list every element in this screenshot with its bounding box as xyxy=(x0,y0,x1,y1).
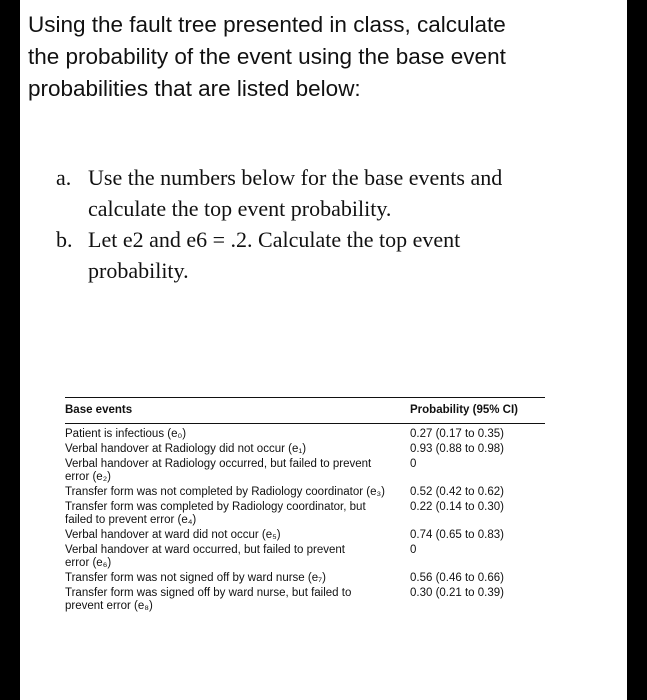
question-line: Using the fault tree presented in class, calculate xyxy=(28,12,506,37)
table-row xyxy=(65,443,545,456)
base-event-cell xyxy=(65,529,410,542)
task-list xyxy=(56,162,616,286)
probability-cell: 0.30 (0.21 to 0.39) xyxy=(410,587,504,599)
task-item-a xyxy=(56,162,616,224)
base-event-cell xyxy=(65,501,410,527)
base-event-text: error (e₂) xyxy=(65,471,111,483)
base-event-text: Patient is infectious (e₀) xyxy=(65,428,187,440)
base-event-cell xyxy=(65,443,410,456)
base-event-cell xyxy=(65,486,410,499)
base-event-text: Verbal handover at Radiology occurred, but failed to prevent xyxy=(65,458,372,470)
task-line: calculate the top event probability. xyxy=(88,196,392,221)
probability-cell: 0 xyxy=(410,458,417,470)
table-row xyxy=(65,501,545,527)
base-event-text: Verbal handover at Radiology did not occur (e₁) xyxy=(65,443,307,455)
base-event-text: Transfer form was not completed by Radiology coordinator (e₃) xyxy=(65,486,386,498)
probability-cell: 0.52 (0.42 to 0.62) xyxy=(410,486,504,498)
header-base-events: Base events xyxy=(65,404,133,416)
base-event-cell xyxy=(65,458,410,484)
probability-cell: 0.74 (0.65 to 0.83) xyxy=(410,529,504,541)
header-probability: Probability (95% CI) xyxy=(410,404,518,416)
base-event-text: prevent error (e₈) xyxy=(65,600,153,612)
base-event-text: Verbal handover at ward did not occur (e₅) xyxy=(65,529,281,541)
probability-cell: 0.56 (0.46 to 0.66) xyxy=(410,572,504,584)
probability-cell: 0.22 (0.14 to 0.30) xyxy=(410,501,504,513)
base-event-text: failed to prevent error (e₄) xyxy=(65,514,197,526)
table-row xyxy=(65,428,545,441)
task-marker: b. xyxy=(56,227,73,252)
task-marker: a. xyxy=(56,165,72,190)
base-event-cell xyxy=(65,572,410,585)
table-row xyxy=(65,529,545,542)
probability-cell: 0.27 (0.17 to 0.35) xyxy=(410,428,504,440)
probability-cell: 0.93 (0.88 to 0.98) xyxy=(410,443,504,455)
probability-cell: 0 xyxy=(410,544,417,556)
base-event-text: Verbal handover at ward occurred, but failed to prevent xyxy=(65,544,346,556)
task-line: Let e2 and e6 = .2. Calculate the top event xyxy=(88,227,461,252)
table-row xyxy=(65,572,545,585)
base-event-text: Transfer form was signed off by ward nurse, but failed to xyxy=(65,587,352,599)
base-event-text: Transfer form was not signed off by ward nurse (e₇) xyxy=(65,572,326,584)
task-line: probability. xyxy=(88,258,189,283)
base-events-table xyxy=(65,397,545,615)
table-row xyxy=(65,587,545,613)
question-line: the probability of the event using the base event xyxy=(28,44,506,69)
question-text xyxy=(28,9,618,105)
base-event-cell xyxy=(65,544,410,570)
base-event-text: error (e₆) xyxy=(65,557,112,569)
base-event-text: Transfer form was completed by Radiology coordinator, but xyxy=(65,501,366,513)
table-row xyxy=(65,544,545,570)
document-page xyxy=(20,0,627,700)
task-line: Use the numbers below for the base events and xyxy=(88,165,503,190)
table-body xyxy=(65,424,545,613)
question-line: probabilities that are listed below: xyxy=(28,76,361,101)
table-row xyxy=(65,486,545,499)
table-row xyxy=(65,458,545,484)
base-event-cell xyxy=(65,428,410,441)
task-item-b xyxy=(56,224,616,286)
table-header xyxy=(65,398,545,417)
base-event-cell xyxy=(65,587,410,613)
